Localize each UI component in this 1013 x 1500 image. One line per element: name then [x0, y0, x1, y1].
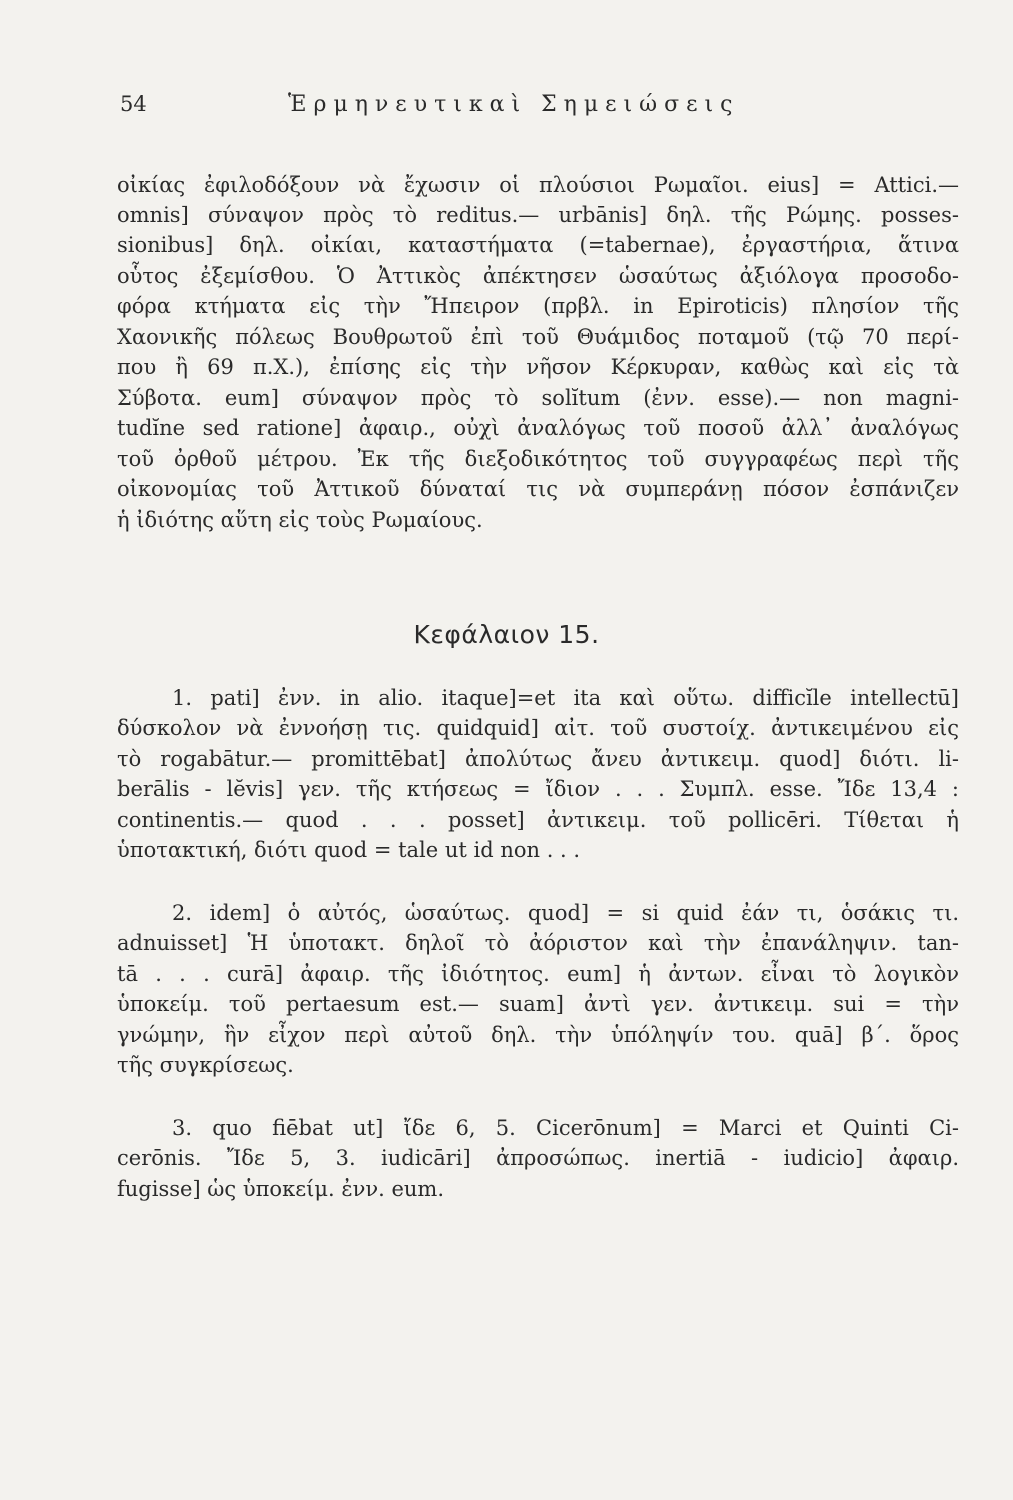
chapter-title: Κεφάλαιον 15.: [413, 620, 600, 649]
text-line: berālis - lĕvis] γεν. τῆς κτήσεως = ἴδιον . . . Συμπλ. esse. Ἴδε 13,4 :: [117, 777, 959, 801]
text-line: Χαονικῆς πόλεως Βουθρωτοῦ ἐπὶ τοῦ Θυάμιδος ποταμοῦ (τῷ 70 περί-: [117, 325, 959, 349]
text-line: οἰκονομίας τοῦ Ἀττικοῦ δύναταί τις νὰ συμπεράνῃ πόσον ἐσπάνιζεν: [117, 477, 959, 501]
running-title: Ἑρμηνευτικαὶ Σημειώσεις: [288, 92, 740, 117]
text-line: που ἢ 69 π.Χ.), ἐπίσης εἰς τὴν νῆσον Κέρκυραν, καθὼς καὶ εἰς τὰ: [117, 355, 959, 379]
page-header: [120, 92, 920, 132]
text-line: τὸ rogabātur.— promittēbat] ἀπολύτως ἄνευ ἀντικειμ. quod] διότι. li-: [117, 747, 959, 771]
text-line: οἰκίας ἐφιλοδόξουν νὰ ἔχωσιν οἱ πλούσιοι Ρωμαῖοι. eius] = Attici.—: [117, 173, 959, 197]
text-line: τοῦ ὀρθοῦ μέτρου. Ἐκ τῆς διεξοδικότητος τοῦ συγγραφέως περὶ τῆς: [117, 447, 959, 471]
text-line: sionibus] δηλ. οἰκίαι, καταστήματα (=tabernae), ἐργαστήρια, ἅτινα: [117, 233, 959, 257]
text-line: cerōnis. Ἴδε 5, 3. iudicāri] ἀπροσώπως. inertiā - iudicio] ἀφαιρ.: [117, 1146, 959, 1170]
text-line: tā . . . curā] ἀφαιρ. τῆς ἰδιότητος. eum] ἡ ἀντων. εἶναι τὸ λογικὸν: [117, 962, 959, 986]
text-line: tudĭne sed ratione] ἀφαιρ., οὐχὶ ἀναλόγως τοῦ ποσοῦ ἀλλ᾽ ἀναλόγως: [117, 416, 959, 440]
text-line: φόρα κτήματα εἰς τὴν Ἤπειρον (πρβλ. in Epiroticis) πλησίον τῆς: [117, 294, 959, 318]
text-line: τῆς συγκρίσεως.: [117, 1053, 294, 1077]
text-line: adnuisset] Ἡ ὑποτακτ. δηλοῖ τὸ ἀόριστον καὶ τὴν ἐπανάληψιν. tan-: [117, 931, 959, 955]
text-line: ὑποτακτική, διότι quod = tale ut id non . . .: [117, 838, 581, 862]
text-line: ἡ ἰδιότης αὕτη εἰς τοὺς Ρωμαίους.: [117, 508, 483, 532]
text-line: continentis.— quod . . . posset] ἀντικειμ. τοῦ pollicēri. Τίθεται ἡ: [117, 808, 959, 832]
text-line: fugisse] ὡς ὑποκείμ. ἐνν. eum.: [117, 1177, 445, 1201]
text-line: 1. pati] ἐνν. in alio. itaque]=et ita καὶ οὕτω. difficĭle intellectū]: [172, 686, 959, 710]
text-line: δύσκολον νὰ ἐννοήσῃ τις. quidquid] αἰτ. τοῦ συστοίχ. ἀντικειμένου εἰς: [117, 716, 959, 740]
text-line: 3. quo fiēbat ut] ἴδε 6, 5. Cicerōnum] = Marci et Quinti Ci-: [172, 1116, 959, 1140]
text-line: Σύβοτα. eum] σύναψον πρὸς τὸ solĭtum (ἐνν. esse).— non magni-: [117, 386, 959, 410]
text-line: οὗτος ἐξεμίσθου. Ὁ Ἀττικὸς ἀπέκτησεν ὡσαύτως ἀξιόλογα προσοδο-: [117, 264, 959, 288]
text-line: 2. idem] ὁ αὐτός, ὡσαύτως. quod] = si quid ἐάν τι, ὁσάκις τι.: [172, 901, 959, 925]
text-line: ὑποκείμ. τοῦ pertaesum est.— suam] ἀντὶ γεν. ἀντικειμ. sui = τὴν: [117, 992, 959, 1016]
text-line: omnis] σύναψον πρὸς τὸ reditus.— urbānis] δηλ. τῆς Ρώμης. posses-: [117, 203, 959, 227]
text-line: γνώμην, ἣν εἶχον περὶ αὐτοῦ δηλ. τὴν ὑπόληψίν του. quā] β΄. ὅρος: [117, 1023, 959, 1047]
page-number: 54: [120, 92, 147, 116]
